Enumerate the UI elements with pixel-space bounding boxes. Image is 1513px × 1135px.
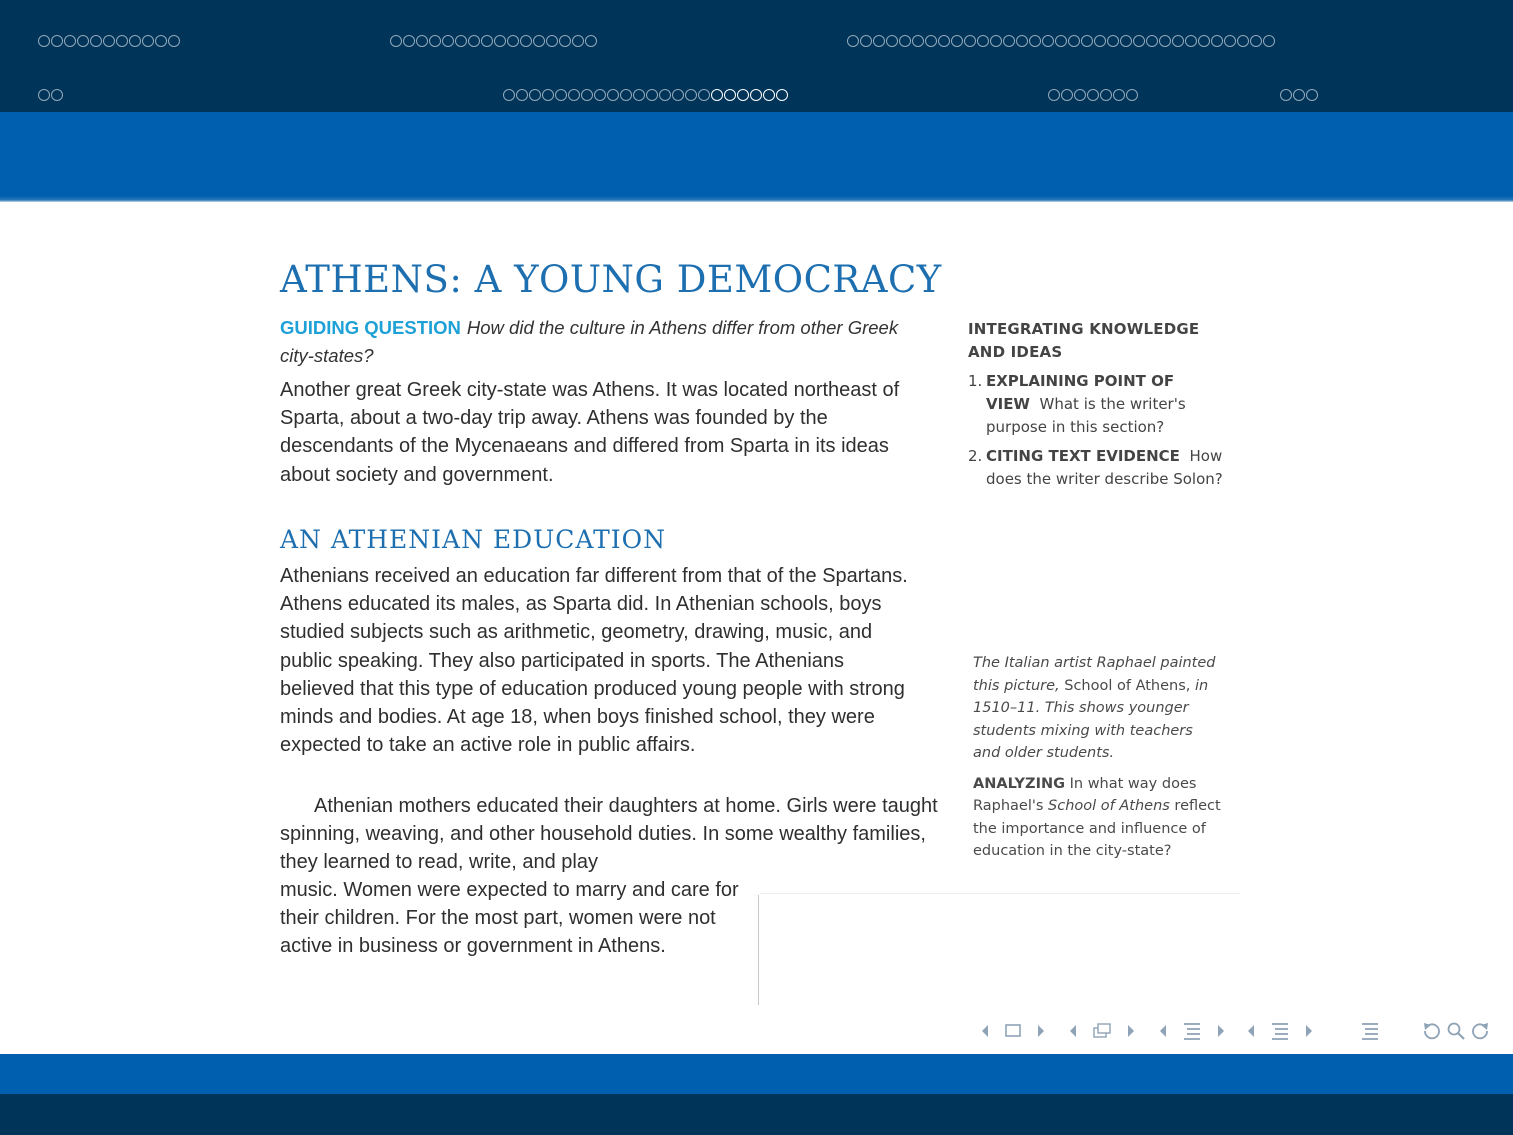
nav-dot[interactable] [581, 89, 593, 101]
nav-dot[interactable] [585, 35, 597, 47]
nav-dot[interactable] [1016, 35, 1028, 47]
guiding-question-label: GUIDING QUESTION [280, 317, 461, 338]
nav-dot[interactable] [1061, 89, 1073, 101]
nav-dot[interactable] [103, 35, 115, 47]
nav-dot[interactable] [1068, 35, 1080, 47]
caption-question-work: School of Athens [1048, 798, 1170, 814]
nav-dot[interactable] [1042, 35, 1054, 47]
caption-description [973, 652, 1223, 765]
nav-dot[interactable] [542, 89, 554, 101]
nav-dot[interactable] [38, 35, 50, 47]
nav-dot[interactable] [1293, 89, 1305, 101]
nav-dot[interactable] [520, 35, 532, 47]
nav-dot[interactable] [533, 35, 545, 47]
sidebar-item-label: EXPLAINING POINT OF VIEW [986, 372, 1175, 413]
nav-dot[interactable] [1280, 89, 1292, 101]
nav-dot[interactable] [964, 35, 976, 47]
nav-dot[interactable] [750, 89, 762, 101]
nav-dot[interactable] [776, 89, 788, 101]
nav-dot[interactable] [503, 89, 515, 101]
nav-dot[interactable] [1100, 89, 1112, 101]
nav-dot[interactable] [659, 89, 671, 101]
nav-dot[interactable] [1250, 35, 1262, 47]
nav-dot[interactable] [77, 35, 89, 47]
sidebar-item-number: 1. [968, 372, 983, 390]
nav-dot[interactable] [468, 35, 480, 47]
sidebar-item-body [986, 370, 1228, 439]
caption-question [973, 773, 1223, 863]
nav-dot[interactable] [559, 35, 571, 47]
nav-dot[interactable] [1237, 35, 1249, 47]
history-controls [1420, 1020, 1492, 1042]
nav-dot[interactable] [951, 35, 963, 47]
nav-dot[interactable] [442, 35, 454, 47]
nav-dot[interactable] [1120, 35, 1132, 47]
nav-dot[interactable] [568, 89, 580, 101]
nav-dot[interactable] [672, 89, 684, 101]
nav-dot[interactable] [555, 89, 567, 101]
nav-dot[interactable] [594, 89, 606, 101]
nav-dot[interactable] [685, 89, 697, 101]
nav-dot[interactable] [1003, 35, 1015, 47]
daughters-paragraph [280, 792, 960, 877]
back-icon[interactable] [1420, 1020, 1444, 1042]
daughters-paragraph-text: Athenian mothers educated their daughters at home. Girls were taught spinning, weaving, and other household duties. In some wealthy families, they learned to read, write, and play [280, 795, 938, 874]
sidebar-item-number: 2. [968, 447, 983, 465]
guiding-question-text: How did the culture in Athens differ from other Greek city-states? [280, 317, 899, 366]
nav-dot[interactable] [1029, 35, 1041, 47]
footer-band [0, 1054, 1513, 1094]
nav-dot[interactable] [737, 89, 749, 101]
nav-dot[interactable] [912, 35, 924, 47]
nav-dot[interactable] [155, 35, 167, 47]
nav-dot[interactable] [938, 35, 950, 47]
nav-group-3[interactable] [847, 33, 1275, 49]
nav-dot[interactable] [142, 35, 154, 47]
nav-dot[interactable] [455, 35, 467, 47]
guiding-question [280, 314, 930, 370]
nav-dot[interactable] [516, 89, 528, 101]
nav-dot[interactable] [990, 35, 1002, 47]
nav-dot[interactable] [633, 89, 645, 101]
nav-dot[interactable] [38, 89, 50, 101]
nav-dot[interactable] [1263, 35, 1275, 47]
nav-dot[interactable] [763, 89, 775, 101]
nav-dot[interactable] [546, 35, 558, 47]
section-nav-icon[interactable] [1156, 1020, 1228, 1042]
nav-dot[interactable] [1306, 89, 1318, 101]
nav-dot[interactable] [1133, 35, 1145, 47]
caption-text: The Italian artist Raphael painted this picture, [973, 655, 1216, 694]
nav-dot[interactable] [899, 35, 911, 47]
nav-dot[interactable] [1087, 89, 1099, 101]
caption-question-text: reflect the importance and influence of education in the city-state? [973, 798, 1221, 859]
nav-dot[interactable] [90, 35, 102, 47]
sidebar-item-text: What is the writer's purpose in this section? [986, 395, 1186, 436]
nav-dot[interactable] [1055, 35, 1067, 47]
part-nav-icon[interactable] [1244, 1020, 1316, 1042]
education-paragraph: Athenians received an education far different from that of the Spartans. Athens educated its males, as Sparta did. In Athenian schools, boys studied subjects such as arithmetic, geometry, drawing, music, and public speaking. They also participated in sports. The Athenians believed that this type of education produced young people with strong minds and bodies. At age 18, when boys finished school, they were expected to take an active role in public affairs. [280, 565, 908, 757]
nav-dot[interactable] [860, 35, 872, 47]
sidebar-title: INTEGRATING KNOWLEDGE AND IDEAS [968, 320, 1200, 361]
nav-dot[interactable] [572, 35, 584, 47]
nav-dot[interactable] [1185, 35, 1197, 47]
nav-dot[interactable] [646, 89, 658, 101]
nav-dot[interactable] [429, 35, 441, 47]
nav-dot[interactable] [168, 35, 180, 47]
nav-dot[interactable] [711, 89, 723, 101]
sidebar-item-text: How does the writer describe Solon? [986, 447, 1223, 488]
nav-dot[interactable] [1113, 89, 1125, 101]
nav-dot[interactable] [886, 35, 898, 47]
sidebar-item-body [986, 445, 1228, 491]
image-caption [973, 652, 1223, 863]
nav-dot[interactable] [116, 35, 128, 47]
nav-dot[interactable] [1048, 89, 1060, 101]
nav-group-7[interactable] [1280, 87, 1318, 103]
image-frame-left [758, 895, 759, 1005]
nav-dot[interactable] [620, 89, 632, 101]
nav-dot[interactable] [403, 35, 415, 47]
caption-question-label: ANALYZING [973, 775, 1066, 792]
nav-dot[interactable] [607, 89, 619, 101]
nav-dot[interactable] [1159, 35, 1171, 47]
section-heading: AN ATHENIAN EDUCATION [280, 525, 667, 554]
caption-question-text: In what way does Raphael's [973, 775, 1197, 814]
nav-dot[interactable] [724, 89, 736, 101]
nav-group-2[interactable] [390, 33, 597, 49]
nav-group-1[interactable] [38, 33, 180, 49]
caption-work-title: School of Athens, [1064, 677, 1191, 694]
nav-dot[interactable] [977, 35, 989, 47]
nav-dot[interactable] [1126, 89, 1138, 101]
nav-group-4[interactable] [38, 87, 63, 103]
integrating-knowledge-box [968, 318, 1228, 491]
nav-dot[interactable] [847, 35, 859, 47]
nav-dot[interactable] [481, 35, 493, 47]
women-paragraph: music. Women were expected to marry and care for their children. For the most part, women were not active in business or government in Athens. [280, 879, 739, 958]
beamer-navigation-header [0, 0, 1513, 112]
sidebar-item [968, 445, 1228, 491]
section-nav-controls [1156, 1020, 1228, 1042]
nav-dot[interactable] [1081, 35, 1093, 47]
part-nav-controls [1244, 1020, 1316, 1042]
nav-dot[interactable] [925, 35, 937, 47]
beamer-footer [0, 1094, 1513, 1135]
page-title: ATHENS: A YOUNG DEMOCRACY [280, 258, 942, 301]
subsection-nav-controls [1066, 1020, 1138, 1042]
intro-paragraph: Another great Greek city-state was Athens. It was located northeast of Sparta, about a two-day trip away. Athens was founded by the descendants of the Mycenaeans and differed from Sparta in its ideas about society and government. [280, 379, 900, 486]
nav-dot[interactable] [1074, 89, 1086, 101]
image-frame-top [760, 893, 1240, 894]
nav-dot[interactable] [51, 35, 63, 47]
nav-dot[interactable] [129, 35, 141, 47]
nav-dot[interactable] [698, 89, 710, 101]
frame-nav-controls [978, 1020, 1048, 1042]
document-nav-controls [1360, 1020, 1380, 1042]
nav-dot[interactable] [873, 35, 885, 47]
caption-text: in 1510–11. This shows younger students mixing with teachers and older students. [973, 677, 1209, 761]
forward-icon[interactable] [1468, 1020, 1492, 1042]
nav-dot[interactable] [1146, 35, 1158, 47]
header-band [0, 112, 1513, 202]
nav-dot[interactable] [507, 35, 519, 47]
nav-group-5[interactable] [503, 87, 788, 103]
subsection-nav-icon[interactable] [1066, 1020, 1138, 1042]
nav-dot[interactable] [1224, 35, 1236, 47]
nav-dot[interactable] [1094, 35, 1106, 47]
nav-dot[interactable] [529, 89, 541, 101]
nav-dot[interactable] [1211, 35, 1223, 47]
nav-dot[interactable] [1107, 35, 1119, 47]
frame-nav-icon[interactable] [978, 1020, 1048, 1042]
nav-dot[interactable] [1172, 35, 1184, 47]
nav-dot[interactable] [416, 35, 428, 47]
sidebar-item-label: CITING TEXT EVIDENCE [986, 447, 1180, 465]
nav-dot[interactable] [51, 89, 63, 101]
nav-dot[interactable] [390, 35, 402, 47]
search-icon[interactable] [1444, 1020, 1468, 1042]
nav-dot[interactable] [494, 35, 506, 47]
nav-group-6[interactable] [1048, 87, 1138, 103]
sidebar-item [968, 370, 1228, 439]
nav-dot[interactable] [64, 35, 76, 47]
nav-dot[interactable] [1198, 35, 1210, 47]
document-outline-icon[interactable] [1360, 1020, 1380, 1042]
